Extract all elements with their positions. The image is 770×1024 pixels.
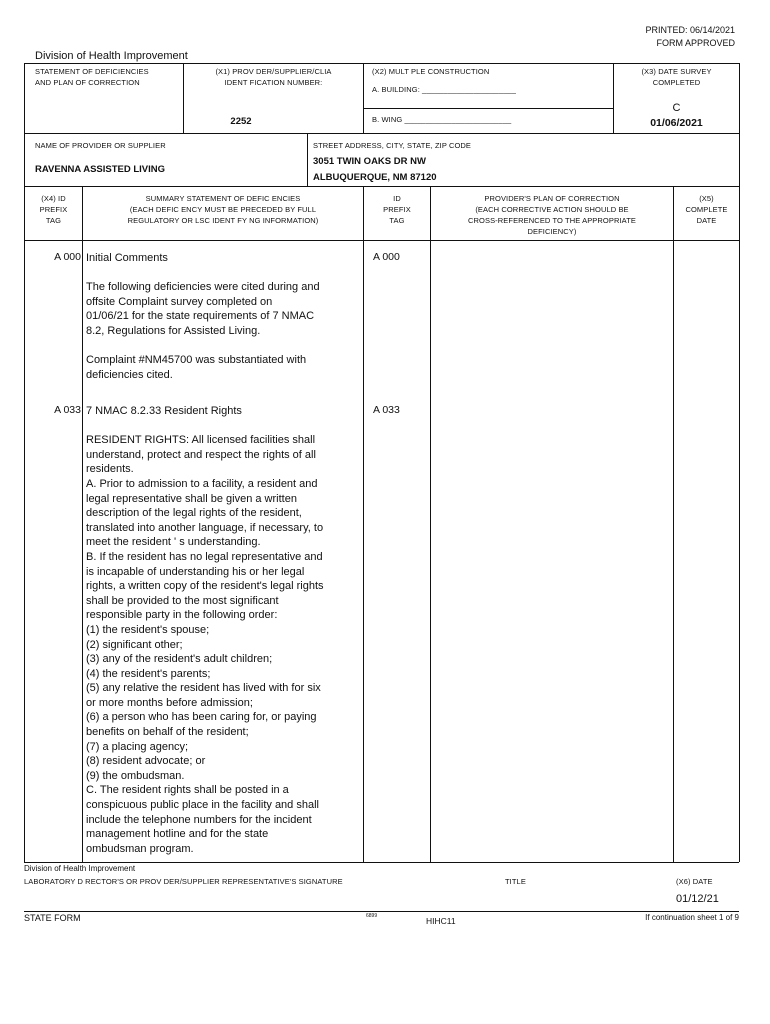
id-header: ID PREFIX TAG: [383, 194, 411, 225]
x1-label: (X1) PROV DER/SUPPLIER/CLIA IDENT FICATION NUMBER:: [215, 67, 332, 87]
address-line-2: ALBUQUERQUE, NM 87120: [313, 172, 437, 183]
provider-name: RAVENNA ASSISTED LIVING: [35, 164, 166, 175]
entry-title: 7 NMAC 8.2.33 Resident Rights: [86, 405, 242, 417]
signature-label: LABORATORY D RECTOR'S OR PROV DER/SUPPLIER REPRESENTATIVE'S SIGNATURE: [24, 877, 343, 886]
address-label: STREET ADDRESS, CITY, STATE, ZIP CODE: [313, 141, 472, 150]
plan-header: PROVIDER'S PLAN OF CORRECTION (EACH CORRECTIVE ACTION SHOULD BE CROSS-REFERENCED TO THE APPROPRIATE DEFICIENCY): [468, 194, 636, 236]
entry-body-a000: Initial Comments The following deficiencies were cited during and offsite Complaint survey completed on 01/06/21 for the state requirements of 7 NMAC 8.2, Regulations for Assisted Living. Complaint #NM45700 was substantiated with deficiencies cited.: [86, 251, 360, 397]
survey-date: 01/06/2021: [650, 117, 703, 129]
division-title: Division of Health Improvement: [35, 50, 188, 62]
footer-division: Division of Health Improvement: [24, 864, 136, 873]
entry-tag-a033: A 033: [54, 404, 81, 416]
provider-name-label: NAME OF PROVIDER OR SUPPLIER: [35, 141, 166, 150]
x2-label: (X2) MULT PLE CONSTRUCTION: [372, 67, 490, 76]
entry-title: Initial Comments: [86, 252, 168, 264]
building-label: A. BUILDING: ______________________: [372, 85, 517, 94]
wing-label: B. WING _________________________: [372, 115, 512, 124]
survey-letter: C: [672, 102, 681, 114]
state-form-label: STATE FORM: [24, 913, 81, 923]
entry-id-tag-a033: A 033: [373, 404, 400, 416]
form-approved: FORM APPROVED: [656, 38, 735, 48]
x5-header: (X5) COMPLETE DATE: [685, 194, 728, 225]
provider-number: 2252: [230, 116, 252, 127]
entry-id-tag-a000: A 000: [373, 251, 400, 263]
x6-date-value: 01/12/21: [676, 893, 719, 905]
printed-date: PRINTED: 06/14/2021: [645, 25, 735, 35]
x4-header: (X4) ID PREFIX TAG: [39, 194, 68, 225]
continuation-sheet: If continuation sheet 1 of 9: [645, 913, 739, 922]
form-code: 6899: [366, 913, 378, 919]
entry-body-a033: 7 NMAC 8.2.33 Resident Rights RESIDENT RIGHTS: All licensed facilities shall understand, protect and respect the rights of all residents. A. Prior to admission to a facility, a resident and legal representative shall be given a written description of the legal rights of the resident, translated into another language, if necessary, to meet the resident ' s understanding. B. If the resident has no legal representative and is incapable of understanding his or her legal rights, a written copy of the resident's legal rights shall be provided to the most significant responsible party in the following order: (1) the resident's spouse; (2) significant other; (3) any of the resident's adult children; (4) the resident's parents; (5) any relative the resident has lived with for six or more months before admission; (6) a person who has been caring for, or paying benefits on behalf of the resident; (7) a placing agency; (8) resident advocate; or (9) the ombudsman. C. The resident rights shall be posted in a conspicuous public place in the facility and shall include the telephone numbers for the incident management hotline and for the state ombudsman program.: [86, 404, 360, 871]
x3-label: (X3) DATE SURVEY COMPLETED: [641, 67, 712, 87]
x6-date-label: (X6) DATE: [676, 877, 713, 886]
event-id: HIHC11: [426, 916, 456, 926]
address-line-1: 3051 TWIN OAKS DR NW: [313, 156, 426, 167]
entry-tag-a000: A 000: [54, 251, 81, 263]
statement-label: STATEMENT OF DEFICIENCIES AND PLAN OF CORRECTION: [35, 67, 149, 87]
title-label: TITLE: [505, 877, 526, 886]
summary-header: SUMMARY STATEMENT OF DEFIC ENCIES (EACH DEFIC ENCY MUST BE PRECEDED BY FULL REGULATORY OR LSC IDENT FY NG INFORMATION): [127, 194, 319, 225]
